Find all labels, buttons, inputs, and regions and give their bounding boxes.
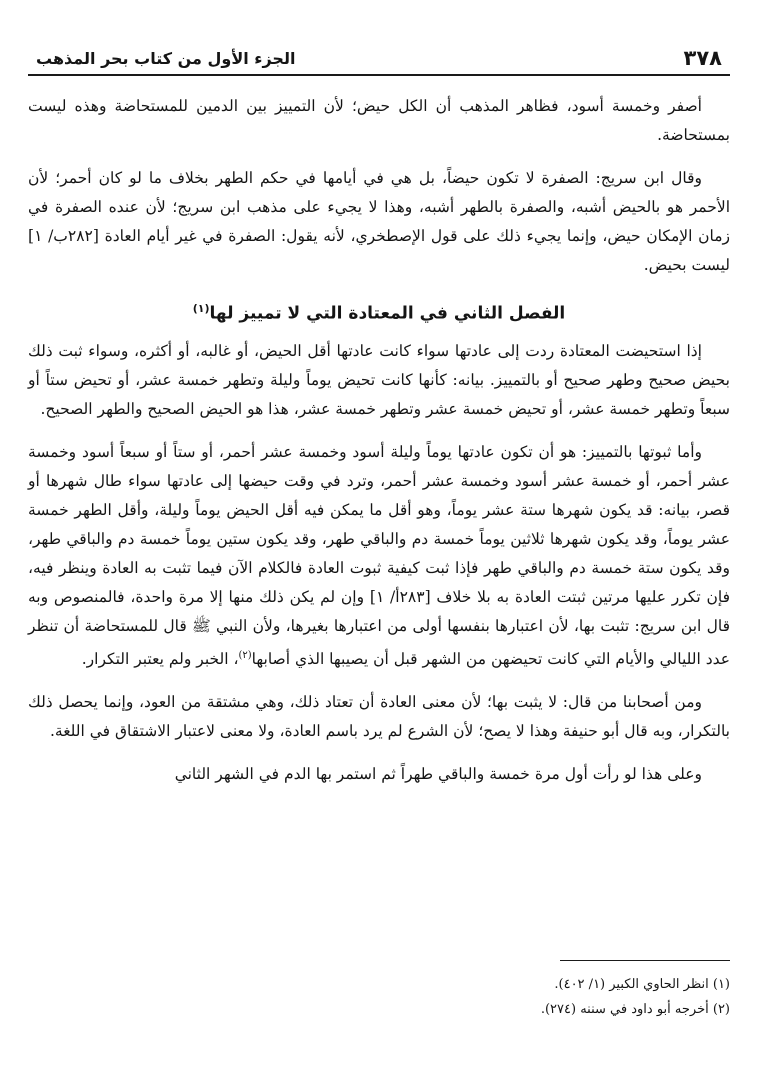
footnote-divider xyxy=(560,960,730,961)
main-text xyxy=(28,92,730,803)
footnote-ref-2[interactable]: (٢) xyxy=(238,649,252,661)
paragraph-3: إذا استحيضت المعتادة ردت إلى عادتها سواء كانت عادتها أقل الحيض، أو غالبه، أو أكثره، وسواء ثبت ذلك بحيض صحيح وطهر صحيح أو بالتمييز. بيانه: كأنها كانت تحيض يوماً وليلة وتطهر خمسة عشر، أو تحيض ستاً أو سبعاً وتطهر خمسة عشر، أو تحيض خمسة عشر وتطهر خمسة عشر، هذا هو الحيض الصحيح والطهر الصحيح. xyxy=(28,341,730,418)
footnote-ref-1[interactable]: (١) xyxy=(192,302,210,315)
chapter-title-text: الفصل الثاني في المعتادة التي لا تمييز لها xyxy=(209,303,566,324)
paragraph-4-tail: ، الخبر ولم يعتبر التكرار. xyxy=(81,649,239,668)
paragraph-4-text: وأما ثبوتها بالتمييز: هو أن تكون عادتها يوماً وليلة أسود وخمسة عشر أحمر، أو ستاً أو سبعاً أسود وخمسة عشر أحمر، أو خمسة عشر أسود وخمسة عشر أحمر، وترد في وقت حيضها إلى عادتها سواء طال شهرها أو قصر، بيانه: قد يكون شهرها ستة عشر يوماً، وهو أقل ما يمكن فيه أقل الحيض يوماً وليلة، وأقل الطهر خمسة عشر يوماً، وقد يكون شهرها ثلاثين يوماً خمسة دم والباقي طهر، وقد يكون ستين يوماً خمسة دم والباقي طهر، وقد يكون ستة خمسة دم والباقي طهر فإذا ثبت كيفية ثبوت العادة فالكلام الآن فيما تثبت به العادة وينظر فيه، فإن تكرر عليها مرتين ثبتت العادة به بلا خلاف [٢٨٣أ/ ١] وإن لم يكن ذلك منها إلا مرة واحدة، فالمنصوص وبه قال ابن سريج: تثبت بها، لأن اعتبارها بنفسها أولى من اعتبارها بغيرها، ولأن النبي ﷺ قال للمستحاضة أن تنظر عدد الليالي والأيام التي كانت تحيضهن من الشهر قبل أن يصيبها الذي أصابها xyxy=(28,442,730,668)
paragraph-4 xyxy=(28,438,730,674)
paragraph-1: أصفر وخمسة أسود، فظاهر المذهب أن الكل حيض؛ لأن التمييز بين الدمين للمستحاضة وهذه ليست بمستحاضة. xyxy=(28,97,730,144)
paragraph-2: وقال ابن سريج: الصفرة لا تكون حيضاً، بل هي في أيامها في حكم الطهر بخلاف ما لو كان أحمر؛ لأن الأحمر هو بالحيض أشبه، والصفرة بالطهر أشبه، وهذا لا يجيء على مذهب ابن سريج؛ لأن عنده الصفرة في زمان الإمكان حيض، وإنما يجيء ذلك على قول الإصطخري، لأنه يقول: الصفرة في غير أيام العادة [٢٨٢ب/ ١] ليست بحيض. xyxy=(28,169,730,274)
running-title: الجزء الأول من كتاب بحر المذهب xyxy=(36,49,296,68)
chapter-heading xyxy=(28,294,730,329)
page-number: ٣٧٨ xyxy=(683,46,722,70)
footnote-2: (٢) أخرجه أبو داود في سننه (٢٧٤). xyxy=(540,1002,730,1017)
paragraph-5: ومن أصحابنا من قال: لا يثبت بها؛ لأن معنى العادة أن تعتاد ذلك، وهي مشتقة من العود، وإنما يحصل ذلك بالتكرار، وبه قال أبو حنيفة وهذا لا يصح؛ لأن الشرع لم يرد باسم العادة، ولا معنى لاعتبار الاشتقاق في اللغة. xyxy=(28,692,730,740)
paragraph-6: وعلى هذا لو رأت أول مرة خمسة والباقي طهراً ثم استمر بها الدم في الشهر الثاني xyxy=(174,764,702,783)
footnotes xyxy=(28,972,730,1022)
footnote-1: (١) انظر الحاوي الكبير (١/ ٤٠٢). xyxy=(554,977,730,992)
page-header xyxy=(28,40,730,76)
